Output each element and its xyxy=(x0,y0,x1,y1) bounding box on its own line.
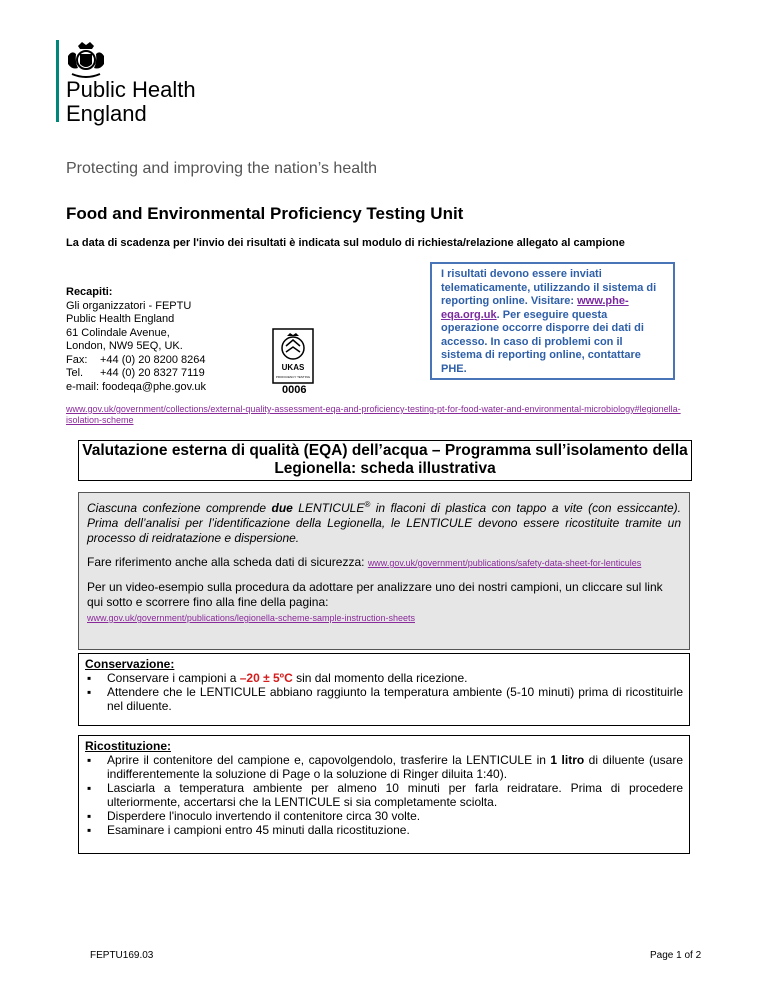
document-code: FEPTU169.03 xyxy=(90,950,154,961)
sds-link[interactable]: www.gov.uk/government/publications/safety-data-sheet-for-lenticules xyxy=(367,558,642,568)
tel-label: Tel. xyxy=(66,367,84,379)
contacts-heading: Recapiti: xyxy=(66,286,113,298)
info-box xyxy=(78,492,690,650)
info-paragraph-3 xyxy=(87,580,681,626)
email-label: e-mail: xyxy=(66,380,100,393)
deadline-text: La data di scadenza per l'invio dei risultati è indicata sul modulo di richiesta/relazione allegato al campione xyxy=(66,237,625,249)
unit-title: Food and Environmental Proficiency Testing Unit xyxy=(66,204,464,223)
contacts-line3: 61 Colindale Avenue, xyxy=(66,326,170,339)
logo-bar xyxy=(56,40,59,122)
tel-number: +44 (0) 20 8327 7119 xyxy=(100,367,205,379)
contacts-email xyxy=(66,381,206,395)
ukas-text: UKAS xyxy=(281,363,305,372)
accreditation-number: 0006 xyxy=(282,384,307,396)
ukas-sub: PROFICIENCY TESTING xyxy=(275,375,311,379)
contacts-line4: London, NW9 5EQ, UK. xyxy=(66,340,183,352)
list-item xyxy=(85,671,683,685)
scheme-link[interactable]: www.gov.uk/government/collections/external-quality-assessment-eqa-and-proficiency-testing-pt-for-food-water-and-environmental-microbiology#legionella-isolation-scheme xyxy=(66,404,681,425)
ric-item1-a: Aprire il contenitore del campione e, capovolgendolo, trasferire la LENTICULE in xyxy=(107,753,551,767)
info-p2-text: Fare riferimento anche alla scheda dati di sicurezza: xyxy=(87,555,368,569)
org-name-line2: England xyxy=(66,101,147,126)
contacts-line1: Gli organizzatori - FEPTU xyxy=(66,299,192,312)
list-item: ▪ Lasciarla a temperatura ambiente per almeno 10 minuti per farla reidratare. Prima di procedere ulteriormente, accertarsi che la LENTICULE si sia completamente sciolta. xyxy=(85,781,683,809)
org-name-line1: Public Health xyxy=(66,77,196,102)
list-item: ▪ Attendere che le LENTICULE abbiano raggiunto la temperatura ambiente (5-10 minuti) prima di ricostituirle nel diluente. xyxy=(85,685,683,713)
registered-mark: ® xyxy=(364,500,371,509)
ric-item1-b: di diluente (usare indifferentemente la soluzione di Page o la soluzione di Ringer diluita 1:40). xyxy=(107,753,684,781)
online-reporting-notice xyxy=(430,262,675,380)
email-address[interactable]: foodeqa@phe.gov.uk xyxy=(102,380,207,393)
fax-label: Fax: xyxy=(66,353,88,366)
ricostituzione-box xyxy=(78,735,690,854)
ric-item1-bold: 1 litro xyxy=(550,753,585,767)
contacts-block xyxy=(66,286,206,394)
royal-crest-icon xyxy=(64,40,108,80)
storage-temperature: –20 ± 5ºC xyxy=(239,671,293,685)
info-paragraph-1 xyxy=(87,497,681,546)
notice-text1: I risultati devono essere inviati telematicamente, utilizzando il sistema di reporting online. Visitare: xyxy=(441,268,657,307)
fax-number: +44 (0) 20 8200 8264 xyxy=(100,353,206,366)
org-name xyxy=(66,78,196,126)
tagline: Protecting and improving the nation’s health xyxy=(66,160,378,177)
list-item: ▪ Esaminare i campioni entro 45 minuti dalla ricostituzione. xyxy=(85,823,683,837)
info-p1-b: LENTICULE xyxy=(292,501,365,515)
cons-item1-a: Conservare i campioni a xyxy=(107,671,240,685)
list-item xyxy=(85,753,683,781)
conservazione-box xyxy=(78,653,690,726)
video-link[interactable]: www.gov.uk/government/publications/legionella-scheme-sample-instruction-sheets xyxy=(87,613,415,623)
contacts-line2: Public Health England xyxy=(66,313,175,325)
info-p1-bold: due xyxy=(271,501,293,515)
ukas-mark-icon xyxy=(272,328,314,384)
list-item: ▪ Disperdere l'inoculo invertendo il contenitore circa 30 volte. xyxy=(85,809,683,823)
contacts-tel xyxy=(66,367,206,381)
conservazione-list xyxy=(85,671,683,713)
contacts-fax xyxy=(66,354,206,368)
info-p3-text: Per un video-esempio sulla procedura da adottare per analizzare uno dei nostri campioni, un cliccare sul link qui sotto e scorrere fino alla fine della pagina: xyxy=(87,580,663,609)
ricostituzione-heading: Ricostituzione: xyxy=(85,739,171,753)
info-p1-c: in flaconi di plastica con tappo a vite (con essiccante). Prima dell’analisi per l’identificazione della Legionella, le LENTICULE devono essere ricostituite tramite un processo di reidratazione e dispersione. xyxy=(87,501,681,545)
info-p1-a: Ciascuna confezione comprende xyxy=(87,501,272,515)
notice-link[interactable]: www.phe-eqa.org.uk xyxy=(441,295,629,321)
cons-item1-b: sin dal momento della ricezione. xyxy=(292,671,468,685)
info-paragraph-2 xyxy=(87,555,681,571)
page-number: Page 1 of 2 xyxy=(650,950,702,961)
notice-text2: . Per eseguire questa operazione occorre disporre dei dati di accesso. In caso di problemi con il sistema di reporting online, contattare PHE. xyxy=(441,308,644,375)
document-title: Valutazione esterna di qualità (EQA) dell’acqua – Programma sull’isolamento della Legionella: scheda illustrativa xyxy=(78,440,692,481)
conservazione-heading: Conservazione: xyxy=(85,657,175,671)
ricostituzione-list xyxy=(85,753,683,837)
